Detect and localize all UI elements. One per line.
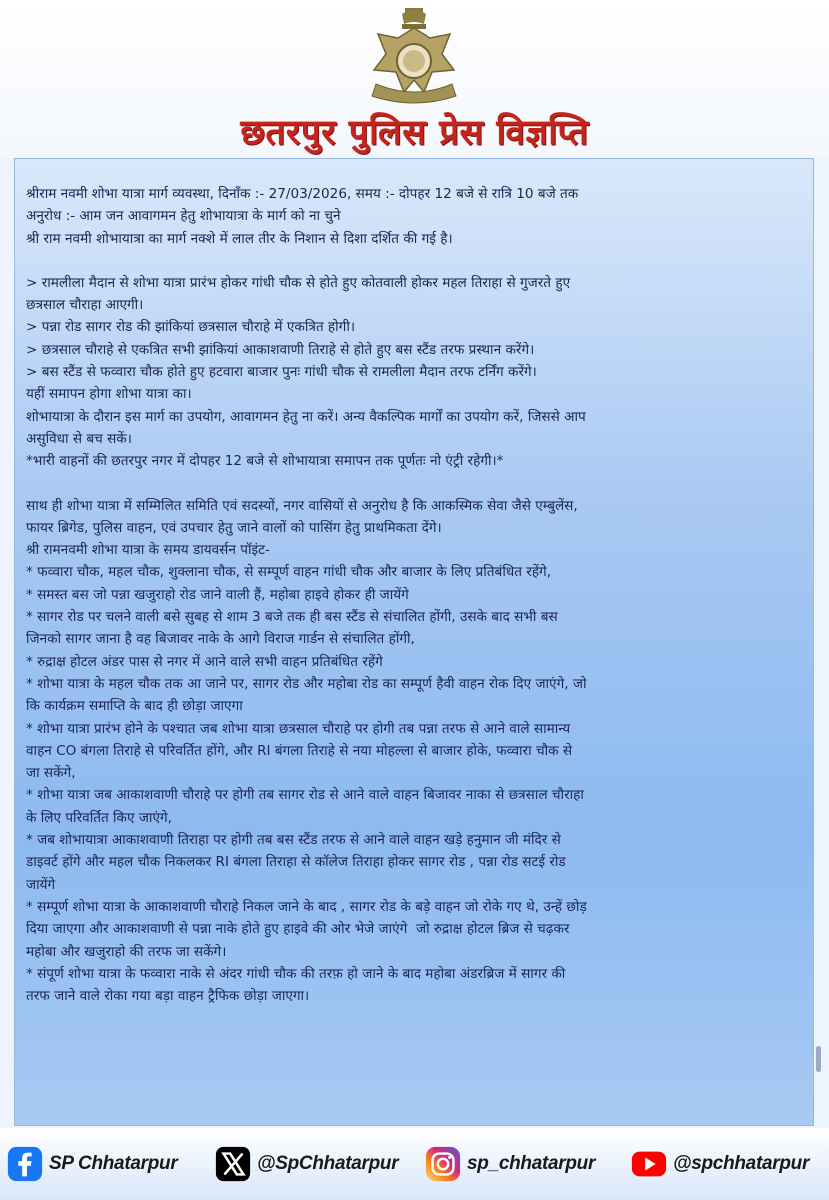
body-line: * फव्वारा चौक, महल चौक, शुक्लाना चौक, से सम्पूर्ण वाहन गांधी चौक और बाजार के लिए प्रतिबंधित रहेंगे,	[26, 564, 552, 581]
instagram-icon	[424, 1145, 462, 1183]
body-line: > पन्ना रोड सागर रोड की झांकियां छत्रसाल चौराहे में एकत्रित होगी।	[26, 319, 356, 336]
body-line: महोबा और खजुराहो की तरफ जा सकेंगे।	[26, 943, 227, 960]
body-line: * समस्त बस जो पन्ना खजुराहो रोड जाने वाली हैं, महोबा हाइवे होकर ही जायेंगे	[26, 586, 409, 603]
body-line: तरफ जाने वाले रोका गया बड़ा वाहन ट्रैफिक छोड़ा जाएगा।	[26, 988, 310, 1005]
body-line: शोभायात्रा के दौरान इस मार्ग का उपयोग, आवागमन हेतु ना करें। अन्य वैकल्पिक मार्गों का उपयोग करें, जिससे आप	[26, 408, 586, 425]
youtube-link[interactable]	[630, 1144, 809, 1184]
body-line: *भारी वाहनों की छतरपुर नगर में दोपहर 12 बजे से शोभायात्रा समापन तक पूर्णतः नो एंट्री रहेगी।*	[26, 453, 504, 470]
youtube-icon	[630, 1145, 668, 1183]
body-line: डाइवर्ट होंगे और महल चौक निकलकर RI बंगला तिराहा से कॉलेज तिराहा होकर सागर रोड , पन्ना रोड सटई रोड	[26, 854, 566, 871]
facebook-icon	[6, 1145, 44, 1183]
body-line: * रुद्राक्ष होटल अंडर पास से नगर में आने वाले सभी वाहन प्रतिबंधित रहेंगे	[26, 653, 383, 670]
body-line: फायर ब्रिगेड, पुलिस वाहन, एवं उपचार हेतु जाने वालों को पासिंग हेतु प्राथमिकता देंगे।	[26, 519, 442, 536]
body-line: साथ ही शोभा यात्रा में सम्मिलित समिति एवं सदस्यों, नगर वासियों से अनुरोध है कि आकस्मिक सेवा जैसे एम्बुलेंस,	[26, 497, 578, 514]
x-handle: @SpChhatarpur	[257, 1153, 399, 1174]
x-link[interactable]	[214, 1144, 398, 1184]
body-line: के लिए परिवर्तित किए जाएंगे,	[26, 809, 172, 826]
body-line: श्री रामनवमी शोभा यात्रा के समय डायवर्सन पॉइंट-	[26, 542, 270, 559]
body-line: वाहन CO बंगला तिराहे से परिवर्तित होंगे, और RI बंगला तिराहे से नया मोहल्ला से बाजार होके, फव्वारा चौक से	[26, 742, 573, 759]
body-line: छत्रसाल चौराहा आएगी।	[26, 297, 144, 314]
press-release-body	[26, 183, 796, 1007]
body-line: * सागर रोड पर चलने वाली बसे सुबह से शाम 3 बजे तक ही बस स्टैंड से संचालित होंगी, उसके बाद सभी बस	[26, 609, 558, 626]
body-line: अनुरोध :- आम जन आवागमन हेतु शोभायात्रा के मार्ग को ना चुने	[26, 208, 341, 225]
body-line: * सम्पूर्ण शोभा यात्रा के आकाशवाणी चौराहे निकल जाने के बाद , सागर रोड के बड़े वाहन जो रोके गए थे, उन्हें छोड़	[26, 898, 587, 915]
facebook-link[interactable]	[6, 1144, 177, 1184]
body-line: > छत्रसाल चौराहे से एकत्रित सभी झांकियां आकाशवाणी तिराहे से होते हुए बस स्टैंड तरफ प्रस्थान करेंगे।	[26, 341, 535, 358]
paragraph-gap	[26, 473, 796, 495]
body-line: श्री राम नवमी शोभायात्रा का मार्ग नक्शे में लाल तीर के निशान से दिशा दर्शित की गई है।	[26, 230, 453, 247]
body-line: > रामलीला मैदान से शोभा यात्रा प्रारंभ होकर गांधी चौक से होते हुए कोतवाली होकर महल तिराहा से गुजरते हुए	[26, 274, 571, 291]
instagram-link[interactable]	[424, 1144, 595, 1184]
body-line: * शोभा यात्रा जब आकाशवाणी चौराहे पर होगी तब सागर रोड से आने वाले वाहन बिजावर नाका से छत्रसाल चौराहा	[26, 787, 584, 804]
body-line: जायेंगे	[26, 876, 56, 893]
scrollbar-thumb[interactable]	[816, 1046, 821, 1072]
body-line: कि कार्यक्रम समाप्ति के बाद ही छोड़ा जाएगा	[26, 698, 243, 715]
body-line: यहीं समापन होगा शोभा यात्रा का।	[26, 386, 192, 403]
mp-police-emblem-icon	[358, 4, 470, 110]
page-title: छतरपुर पुलिस प्रेस विज्ञप्ति	[240, 112, 589, 153]
body-line: असुविधा से बच सकें।	[26, 430, 132, 447]
instagram-handle: sp_chhatarpur	[467, 1153, 596, 1174]
body-line: जिनको सागर जाना है वह बिजावर नाके के आगे विराज गार्डन से संचालित होंगी,	[26, 631, 415, 648]
body-line: > बस स्टैंड से फव्वारा चौक होते हुए हटवारा बाजार पुनः गांधी चौक से रामलीला मैदान तरफ टर्निंग करेंगे।	[26, 364, 537, 381]
body-line: दिया जाएगा और आकाशवाणी से पन्ना नाके होते हुए हाइवे की ओर भेजे जाएंगे जो रुद्राक्ष होटल ब्रिज से चढ़कर	[26, 921, 570, 938]
youtube-handle: @spchhatarpur	[673, 1153, 810, 1174]
body-line: जा सकेंगे,	[26, 765, 76, 782]
body-line: * संपूर्ण शोभा यात्रा के फव्वारा नाके से अंदर गांधी चौक की तरफ़ हो जाने के बाद महोबा अंडरब्रिज में सागर की	[26, 965, 566, 982]
body-line: * शोभा यात्रा प्रारंभ होने के पश्चात जब शोभा यात्रा छत्रसाल चौराहे पर होगी तब पन्ना तरफ से आने वाले सामान्य	[26, 720, 571, 737]
body-line: * जब शोभायात्रा आकाशवाणी तिराहा पर होगी तब बस स्टैंड तरफ से आने वाले वाहन खड़े हनुमान जी मंदिर से	[26, 832, 561, 849]
x-twitter-icon	[214, 1145, 252, 1183]
press-release-header	[0, 0, 829, 158]
paragraph-gap	[26, 250, 796, 272]
body-line: श्रीराम नवमी शोभा यात्रा मार्ग व्यवस्था, दिनाँक :- 27/03/2026, समय :- दोपहर 12 बजे से रात्रि 10 बजे तक	[26, 186, 579, 202]
body-line: * शोभा यात्रा के महल चौक तक आ जाने पर, सागर रोड और महोबा रोड का सम्पूर्ण हैवी वाहन रोक दिए जाएंगे, जो	[26, 675, 587, 692]
facebook-handle: SP Chhatarpur	[49, 1153, 178, 1174]
